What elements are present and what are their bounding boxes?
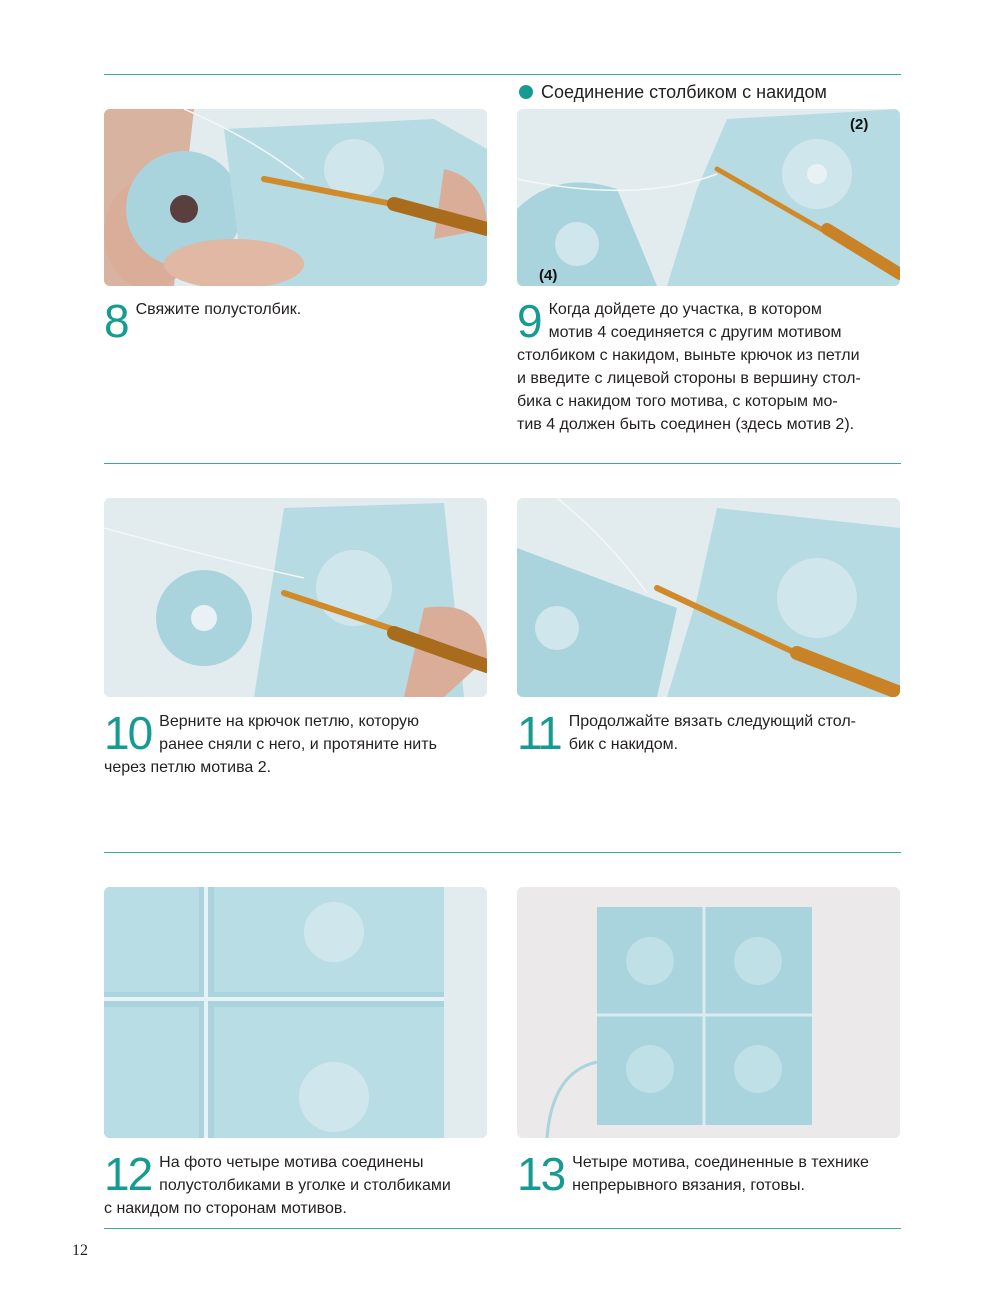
step-text-line: Когда дойдете до участка, в котором [548,301,822,318]
step-number: 13 [517,1148,565,1200]
step-text-line: На фото четыре мотива соединены [159,1154,424,1171]
photo-step-12 [104,887,487,1138]
step-text-line: с накидом по сторонам мотивов. [104,1200,347,1217]
step-number: 9 [517,295,541,347]
step-text-line: через петлю мотива 2. [104,759,272,776]
step-number: 10 [104,707,152,759]
step-text-line: и введите с лицевой стороны в вершину стол- [517,370,861,387]
step-number: 8 [104,295,128,347]
photo-step-11 [517,498,900,697]
step-text-line: бика с накидом того мотива, с которым мо- [517,393,838,410]
step-13 [517,1148,907,1200]
step-10 [104,707,487,779]
section-rule-2 [104,852,901,853]
step-text-line: тив 4 должен быть соединен (здесь мотив 2). [517,416,855,433]
step-12 [104,1148,494,1220]
top-rule [104,74,901,75]
step-number: 11 [517,707,561,759]
section-title [519,80,827,104]
bottom-rule [104,1228,901,1229]
step-text-line: мотив 4 соединяется с другим мотивом [548,324,842,341]
step-8 [104,295,487,347]
motif-4-label: (4) [539,267,558,284]
section-title-text: Соединение столбиком с накидом [541,82,827,102]
step-text-line: Свяжите полустолбик. [135,301,302,318]
bullet-icon [519,85,533,99]
motif-2-label: (2) [850,116,869,133]
step-text-line: столбиком с накидом, выньте крючок из петли [517,347,860,364]
page-number: 12 [72,1242,88,1259]
photo-step-8 [104,109,487,286]
section-rule-1 [104,463,901,464]
step-number: 12 [104,1148,152,1200]
step-text-line: Верните на крючок петлю, которую [159,713,420,730]
photo-step-10 [104,498,487,697]
photo-step-13 [517,887,900,1138]
step-text-line: Четыре мотива, соединенные в технике [572,1154,869,1171]
photo-step-9 [517,109,900,286]
step-text-line: полустолбиками в уголке и столбиками [159,1177,451,1194]
step-text-line: непрерывного вязания, готовы. [572,1177,805,1194]
step-text-line: ранее сняли с него, и протяните нить [159,736,437,753]
step-11 [517,707,900,759]
step-text-line: Продолжайте вязать следующий стол- [568,713,856,730]
step-9 [517,295,907,436]
step-text-line: бик с накидом. [568,736,679,753]
